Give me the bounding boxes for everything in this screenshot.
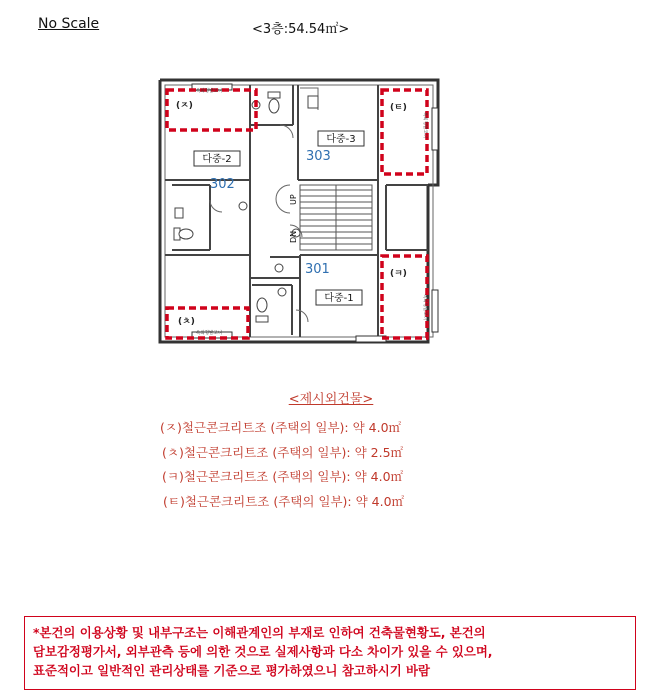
annex-item-j: (ㅈ)철근콘크리트조 (주택의 일부): 약 4.0㎡	[160, 420, 402, 435]
disclaimer-box	[24, 616, 636, 690]
annex-mark-t: (ㅌ)	[390, 103, 407, 113]
annex-mark-j: (ㅈ)	[176, 101, 193, 111]
room-number-302: 302	[210, 177, 235, 192]
annex-item-k: (ㅋ)철근콘크리트조 (주택의 일부): 약 4.0㎡	[162, 469, 404, 484]
disclaimer-line-3: 표준적이고 일반적인 관리상태를 기준으로 평가하였으니 참고하시기 바람	[33, 663, 430, 678]
balcony-tag-top: 옥외형발코니	[196, 89, 223, 94]
room-number-301: 301	[305, 262, 330, 277]
stair-down-label: DN	[289, 230, 298, 243]
staircase	[300, 185, 372, 250]
balcony-tag-bottom: 옥외형발코니	[196, 331, 223, 336]
stair-up-label: UP	[289, 194, 298, 205]
unit-label-302: 다중-2	[202, 154, 232, 165]
annex-item-ch: (ㅊ)철근콘크리트조 (주택의 일부): 약 2.5㎡	[162, 444, 404, 460]
annex-heading: <제시외건물>	[288, 392, 374, 407]
unit-label-301: 다중-1	[324, 293, 354, 304]
toilet-icons	[174, 92, 280, 322]
floor-title: <3층:54.54㎡>	[252, 22, 350, 37]
unit-label-303: 다중-3	[326, 134, 356, 145]
window-markings	[192, 84, 438, 342]
balcony-tag-right-bottom: 옥외형발코니	[422, 294, 427, 321]
disclaimer-line-2: 담보감정평가서, 외부관측 등에 의한 것으로 실제사항과 다소 차이가 있을 수 있으며,	[33, 644, 493, 659]
disclaimer-line-1: *본건의 이용상황 및 내부구조는 이해관계인의 부재로 인하여 건축물현황도, 본건의	[33, 625, 486, 640]
annex-item-t: (ㅌ)철근콘크리트조 (주택의 일부): 약 4.0㎡	[163, 493, 405, 509]
scale-note: No Scale	[38, 16, 100, 32]
annex-list	[0, 418, 662, 516]
door-swings	[210, 88, 318, 322]
annex-mark-k: (ㅋ)	[390, 269, 407, 279]
interior-walls	[165, 85, 428, 337]
annex-mark-ch: (ㅊ)	[178, 317, 195, 327]
balcony-tag-right-top: 옥외형발코니	[422, 112, 427, 139]
room-number-303: 303	[306, 149, 331, 164]
